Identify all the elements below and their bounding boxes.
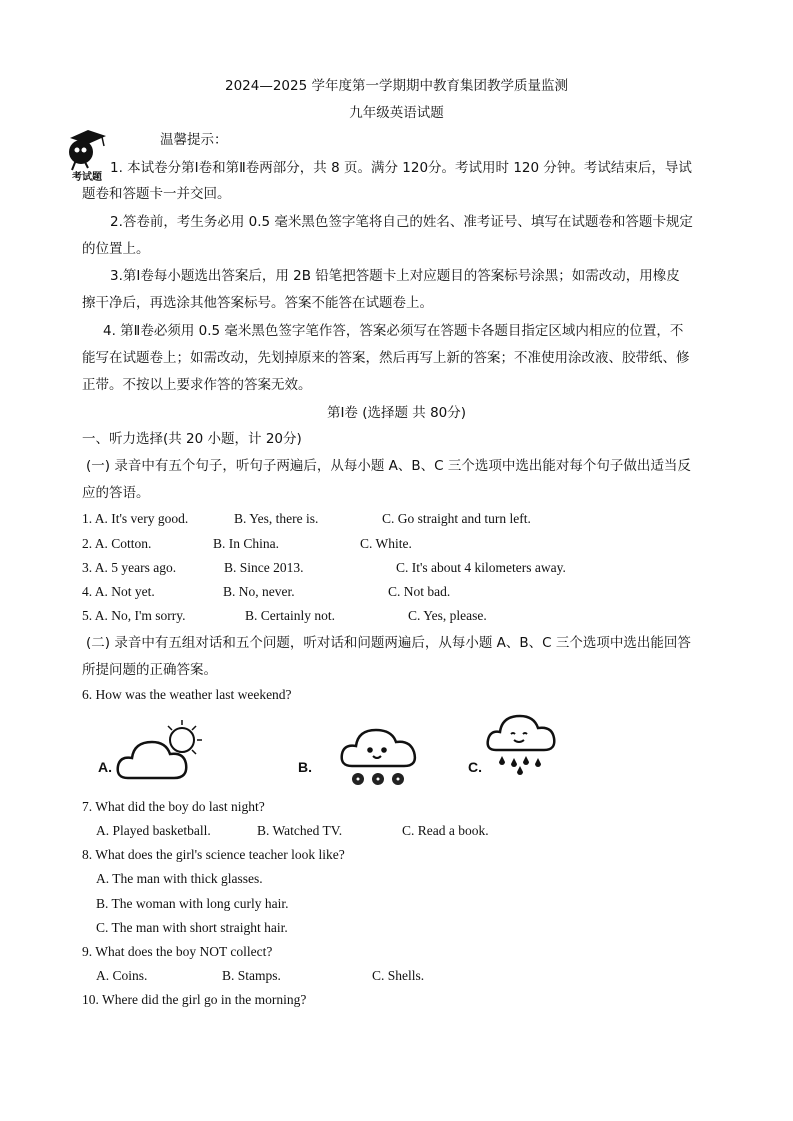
q6-question: 6. How was the weather last weekend? — [82, 687, 292, 702]
q1-option-b: B. Yes, there is. — [234, 511, 319, 526]
notice-heading: 温馨提示： — [160, 132, 228, 148]
subsection-2-line2: 所提问题的正确答案。 — [82, 662, 217, 678]
snow-cloud-icon — [338, 720, 428, 792]
q4-option-b: B. No, never. — [223, 584, 295, 599]
q8-option-c: C. The man with short straight hair. — [96, 920, 288, 935]
notice-p4-line1: 4. 第Ⅱ卷必须用 0.5 毫米黑色签字笔作答，答案必须写在答题卡各题目指定区域内相应的位置，不 — [103, 323, 684, 339]
exam-title: 2024—2025 学年度第一学期期中教育集团教学质量监测 — [224, 78, 568, 94]
q1-option-c: C. Go straight and turn left. — [382, 511, 531, 526]
q5-option-c: C. Yes, please. — [408, 608, 487, 623]
subsection-2-line1: (二) 录音中有五组对话和五个问题，听对话和问题两遍后，从每小题 A、B、C 三个选项中选出能回答 — [86, 635, 691, 651]
q6-label-a: A. — [98, 759, 112, 775]
mascot-logo-text: 考试题 — [72, 172, 102, 183]
q2-option-c: C. White. — [360, 536, 412, 551]
q5-option-a: 5. A. No, I'm sorry. — [82, 608, 186, 623]
q8-option-a: A. The man with thick glasses. — [96, 871, 263, 886]
q9-option-b: B. Stamps. — [222, 968, 281, 983]
q8-question: 8. What does the girl's science teacher look like? — [82, 847, 345, 862]
q6-label-b: B. — [298, 759, 312, 775]
q2-option-a: 2. A. Cotton. — [82, 536, 152, 551]
q8-option-b: B. The woman with long curly hair. — [96, 896, 289, 911]
exam-subtitle: 九年级英语试题 — [349, 105, 444, 121]
subsection-1-line1: (一) 录音中有五个句子，听句子两遍后，从每小题 A、B、C 三个选项中选出能对每个句子做出适当反 — [86, 458, 691, 474]
q6-label-c: C. — [468, 759, 482, 775]
q9-question: 9. What does the boy NOT collect? — [82, 944, 273, 959]
q7-option-c: C. Read a book. — [402, 823, 489, 838]
q4-option-c: C. Not bad. — [388, 584, 451, 599]
part1-title: 第Ⅰ卷 (选择题 共 80分) — [326, 405, 467, 421]
notice-p1-line1: 1. 本试卷分第Ⅰ卷和第Ⅱ卷两部分，共 8 页。满分 120分。考试用时 120 分钟。考试结束后，导试 — [110, 160, 692, 176]
q3-option-c: C. It's about 4 kilometers away. — [396, 560, 566, 575]
q3-option-a: 3. A. 5 years ago. — [82, 560, 177, 575]
cloud-sun-icon — [110, 716, 210, 782]
q5-option-b: B. Certainly not. — [245, 608, 335, 623]
notice-p4-line2: 能写在试题卷上；如需改动，先划掉原来的答案，然后再写上新的答案；不准使用涂改液、胶带纸、修 — [82, 350, 690, 366]
q3-option-b: B. Since 2013. — [224, 560, 304, 575]
notice-p2-line2: 的位置上。 — [82, 241, 150, 257]
notice-p3-line1: 3.第Ⅰ卷每小题选出答案后，用 2B 铅笔把答题卡上对应题目的答案标号涂黑；如需改动，用橡皮 — [110, 268, 680, 284]
subsection-1-line2: 应的答语。 — [82, 485, 150, 501]
q10-question: 10. Where did the girl go in the morning? — [82, 992, 307, 1007]
q4-option-a: 4. A. Not yet. — [82, 584, 155, 599]
q9-option-c: C. Shells. — [372, 968, 425, 983]
q1-option-a: 1. A. It's very good. — [82, 511, 189, 526]
q9-option-a: A. Coins. — [96, 968, 148, 983]
notice-p4-line3: 正带。不按以上要求作答的答案无效。 — [82, 377, 312, 393]
rain-cloud-icon — [484, 710, 560, 776]
q7-option-a: A. Played basketball. — [96, 823, 211, 838]
notice-p3-line2: 擦干净后，再选涂其他答案标号。答案不能答在试题卷上。 — [82, 295, 433, 311]
q7-option-b: B. Watched TV. — [257, 823, 343, 838]
q2-option-b: B. In China. — [213, 536, 279, 551]
q7-question: 7. What did the boy do last night? — [82, 799, 265, 814]
notice-p2-line1: 2.答卷前，考生务必用 0.5 毫米黑色签字笔将自己的姓名、准考证号、填写在试题卷和答题卡规定 — [110, 214, 693, 230]
mascot-logo — [66, 124, 116, 184]
notice-p1-line2: 题卷和答题卡一并交回。 — [82, 186, 231, 202]
section-listening: 一、听力选择(共 20 小题，计 20分) — [82, 431, 302, 447]
